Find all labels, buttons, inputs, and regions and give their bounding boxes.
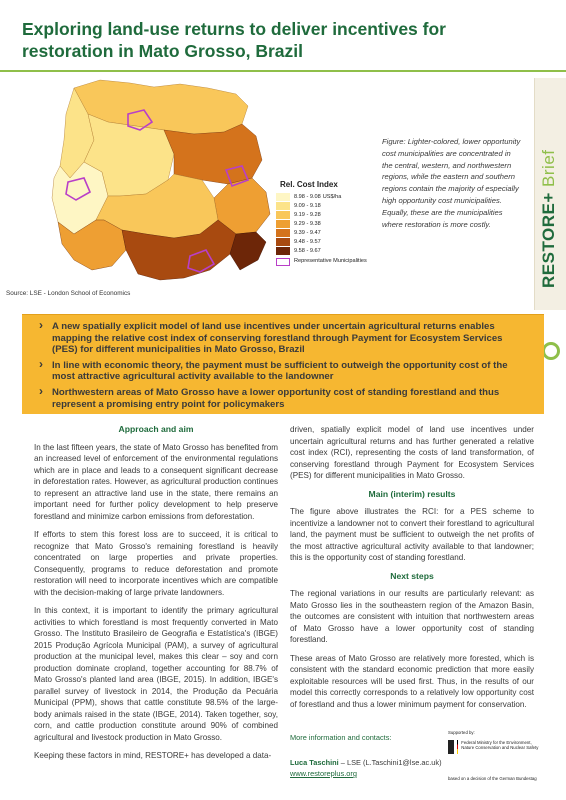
paragraph: The regional variations in our results are particularly relevant: as Mato Grosso lies in the southeastern region of the Amazon Basin, the outcomes are consistent with intuition that northwestern areas of Mato Grosso have a lower opportunity cost of standing forestland. bbox=[290, 589, 534, 644]
contact-name: Luca Taschini bbox=[290, 758, 339, 767]
legend-range-label: 9.39 - 9.47 bbox=[294, 229, 321, 236]
map-region-southeast bbox=[230, 232, 266, 270]
legend-swatch bbox=[276, 202, 290, 210]
column-left bbox=[34, 424, 278, 769]
brand-name: RESTORE+ bbox=[539, 192, 558, 288]
support-note: based on a decision of the German Bundestag bbox=[448, 776, 537, 782]
legend-row bbox=[276, 201, 372, 210]
figure-caption: Figure: Lighter-colored, lower opportunity cost municipalities are concentrated in the central, western, and northwestern regions, while the eastern and southern regions contain the majority of especially high opportunity cost municipalities. Equally, these are the municipalities where restoration is more costly. bbox=[382, 137, 521, 229]
column-right bbox=[290, 424, 534, 717]
title-divider bbox=[0, 70, 566, 72]
paragraph: In the last fifteen years, the state of Mato Grosso has benefited from an increased level of enforcement of the environmental regulations which are in place and leads to a consequent significant decrease in deforestation rates. However, as agricultural production continues to represent an attractive land use in the state, there remains an important need for further policy development to help preserve forestland and minimize carbon emissions from deforestation. bbox=[34, 442, 278, 521]
support-label: Supported by: bbox=[448, 730, 475, 735]
legend-row bbox=[276, 192, 372, 201]
brand-product: Brief bbox=[539, 149, 558, 187]
section-heading-results: Main (interim) results bbox=[368, 488, 456, 499]
key-messages-box bbox=[22, 314, 544, 414]
legend-title: Rel. Cost Index bbox=[280, 180, 338, 189]
contact-label: More information and contacts: bbox=[290, 733, 392, 742]
section-heading-approach: Approach and aim bbox=[118, 424, 194, 434]
paragraph: The figure above illustrates the RCI: for a PES scheme to incentivize a landowner not to convert their forestland to agricultural land, the payment must be sufficient to outweigh the net profits of the most attractive agricultural activity available to that landowner; this is the opportunity cost of standing forestland. bbox=[290, 507, 534, 562]
legend-row bbox=[276, 237, 372, 246]
legend-row bbox=[276, 228, 372, 237]
supporter-block bbox=[448, 730, 544, 781]
restore-logo-icon bbox=[542, 342, 560, 360]
legend-swatch bbox=[276, 247, 290, 255]
page-title: Exploring land-use returns to deliver incentives for restoration in Mato Grosso, Brazil bbox=[22, 19, 446, 61]
brand-side-tab bbox=[534, 78, 566, 310]
legend-swatch bbox=[276, 229, 290, 237]
legend-representative bbox=[276, 258, 372, 266]
ministry-name: Federal Ministry for the Environment, Nature Conservation and Nuclear Safety bbox=[461, 740, 539, 751]
legend-row bbox=[276, 210, 372, 219]
key-message: › Northwestern areas of Mato Grosso have a lower opportunity cost of standing forestland and thus represent a promising entry point for policymakers bbox=[52, 387, 528, 410]
representative-swatch-icon bbox=[276, 258, 290, 266]
legend-range-label: 8.98 - 9.08 bbox=[294, 193, 321, 200]
legend-row bbox=[276, 219, 372, 228]
legend-unit: US$/ha bbox=[322, 193, 342, 200]
federal-eagle-icon bbox=[448, 740, 454, 754]
paragraph: driven, spatially explicit model of land use incentives under uncertain agricultural returns and has further generated a relative cost index (RCI), representing the costs of land transformation, of conserving forestland through Payment for Ecosystem Services (PES) for different municipalities in Mato Grosso. bbox=[290, 425, 534, 480]
website-link[interactable]: www.restoreplus.org bbox=[290, 769, 357, 778]
legend-range-label: 9.09 - 9.18 bbox=[294, 202, 321, 209]
legend-row bbox=[276, 246, 372, 255]
legend-swatch bbox=[276, 193, 290, 201]
paragraph: These areas of Mato Grosso are relatively more forested, which is consistent with the standard economic prediction that more easily exploitable resources will be used first. Thus, in the results of our model this correctly corresponds to a relatively low opportunity cost of forestland and thus a lower minimum payment for conservation. bbox=[290, 653, 534, 709]
paragraph: In this context, it is important to identify the primary agricultural activities to which forestland is most frequently converted in Mato Grosso. The Instituto Brasileiro de Geografia e Estatística's (IBGE) 2015 Produção Agrícola Municipal (PAM), a survey of agricultural production at the municipal level, makes this clear – soy and corn production dominate cropland, together accounting for 88.7% of Mato Grosso's planted land area (IBGE, 2015). In addition, IBGE's parallel survey of livestock in 2014, the Produção da Pecuária Municipal (PPM), shows that cattle constitute 98.5% of the large-body animals raised in the state (IBGE, 2014). Taken together, soy, corn, and cattle production constitute around 90% of combined agricultural and livestock production in Mato Grosso. bbox=[34, 606, 278, 742]
contact-block bbox=[290, 732, 450, 779]
ministry-logo bbox=[448, 740, 544, 754]
legend-representative-label: Representative Municipalities bbox=[294, 258, 367, 264]
figure-source: Source: LSE - London School of Economics bbox=[6, 290, 131, 297]
key-message: › A new spatially explicit model of land use incentives under uncertain agricultural returns enables mapping the relative cost index of conserving forestland through Payment for Ecosystem Services (PES) for different municipalities in Mato Grosso, Brazil bbox=[52, 321, 528, 356]
legend-swatch bbox=[276, 211, 290, 219]
legend-range-label: 9.19 - 9.28 bbox=[294, 211, 321, 218]
brand-wordmark bbox=[539, 149, 559, 288]
section-heading-next-steps: Next steps bbox=[390, 570, 434, 581]
legend-range-label: 9.48 - 9.57 bbox=[294, 238, 321, 245]
legend-swatch bbox=[276, 220, 290, 228]
legend-range-label: 9.58 - 9.67 bbox=[294, 247, 321, 254]
legend-range-label: 9.29 - 9.38 bbox=[294, 220, 321, 227]
paragraph: If efforts to stem this forest loss are to succeed, it is critical to recognize that Mato Grosso's remaining forestland is heavily concentrated on large properties and private properties. Consequently, programs to reduce deforestation and promote restoration will need to incorporate incentives which are compatible with the decision-making of large private landowners. bbox=[34, 530, 278, 597]
key-message: › In line with economic theory, the payment must be sufficient to outweigh the opportunity cost of the most attractive agricultural activity available to the landowner bbox=[52, 360, 528, 383]
legend-rows bbox=[276, 192, 372, 255]
legend-swatch bbox=[276, 238, 290, 246]
contact-detail: – LSE (L.Taschini1@lse.ac.uk) bbox=[338, 758, 442, 767]
map-legend bbox=[276, 180, 372, 266]
contact-line bbox=[290, 757, 450, 768]
paragraph: Keeping these factors in mind, RESTORE+ has developed a data- bbox=[34, 751, 272, 760]
german-flag-icon bbox=[457, 740, 459, 754]
key-messages-list bbox=[22, 315, 544, 410]
